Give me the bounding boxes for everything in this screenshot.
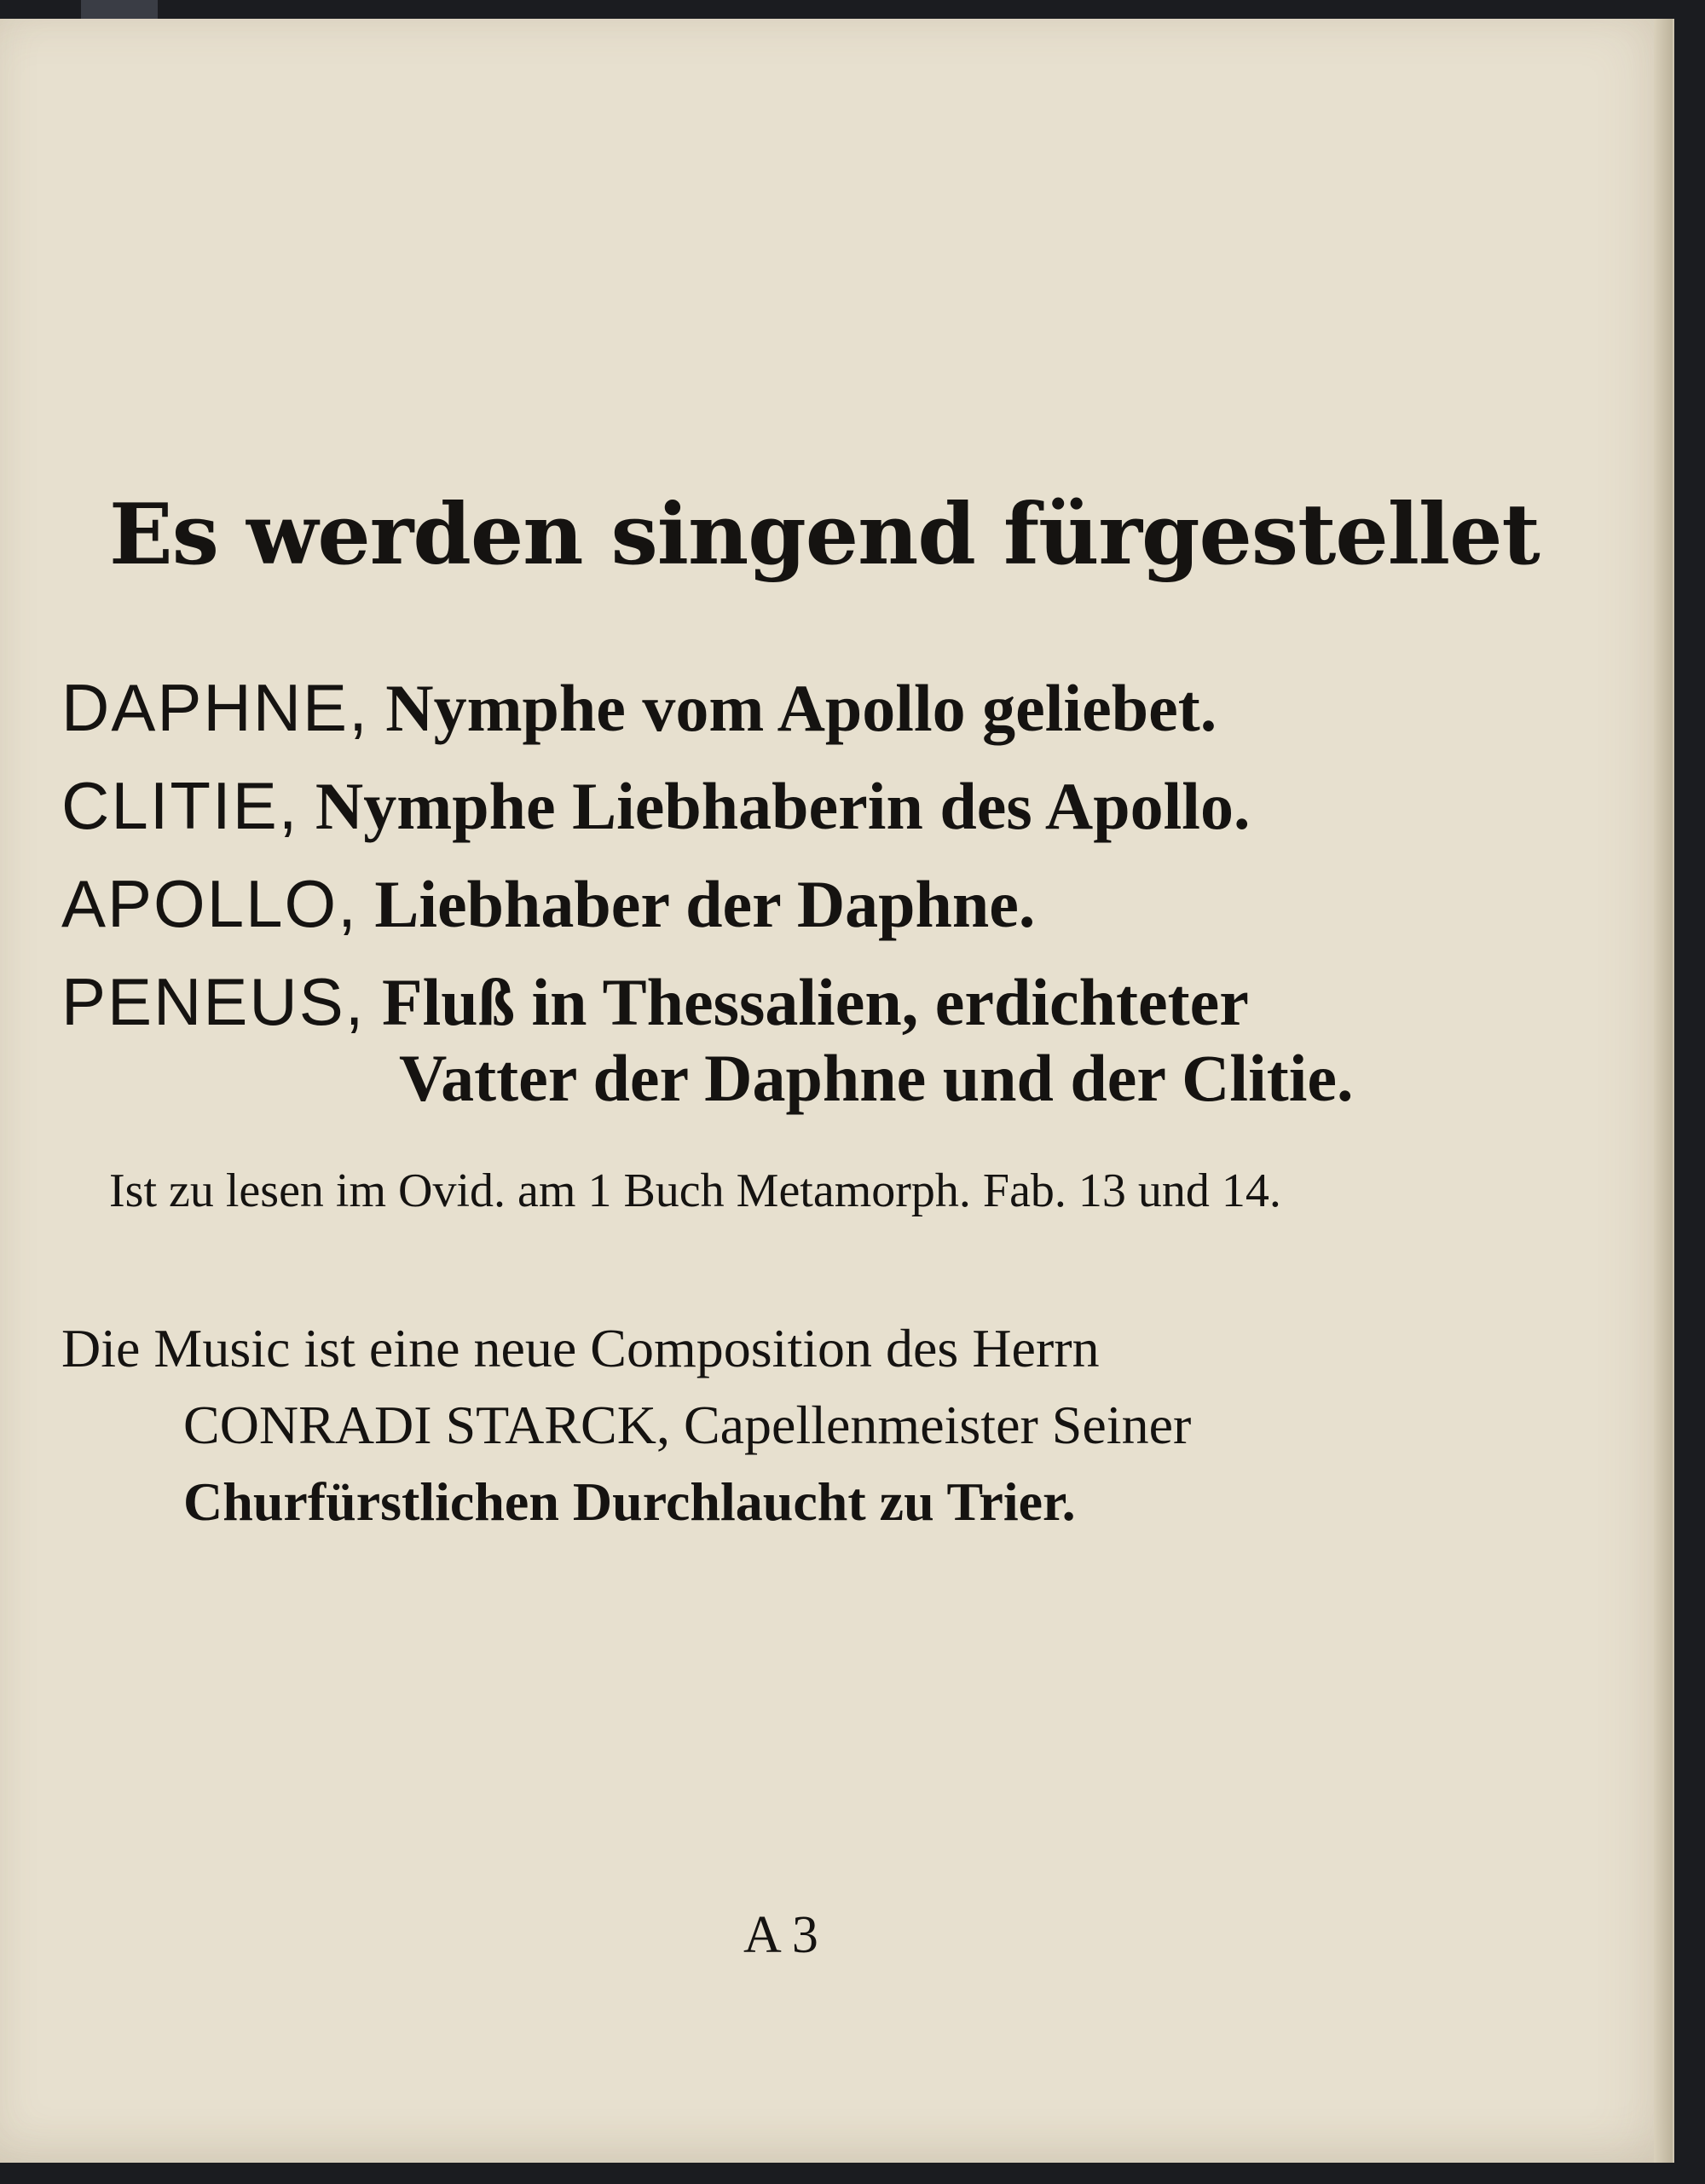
- role-line-peneus: [61, 963, 1249, 1041]
- signature-mark: A 3: [743, 1906, 818, 1964]
- role-description: Nymphe vom Apollo geliebet.: [385, 671, 1217, 745]
- role-name: PENEUS,: [61, 964, 366, 1039]
- role-name: CLITIE,: [61, 768, 299, 843]
- role-name: DAPHNE,: [61, 670, 369, 745]
- role-line-daphne: [61, 669, 1217, 747]
- music-credit-line-2: CONRADI STARCK, Capellenmeister Seiner: [183, 1395, 1192, 1455]
- role-description: Nymphe Liebhaberin des Apollo.: [315, 769, 1251, 843]
- role-description: Liebhaber der Daphne.: [374, 867, 1036, 941]
- role-description: Fluß in Thessalien, erdichteter: [381, 965, 1249, 1039]
- role-name: APOLLO,: [61, 866, 358, 941]
- music-credit-line-1: Die Music ist eine neue Composition des Herrn: [61, 1318, 1100, 1378]
- source-reference: Ist zu lesen im Ovid. am 1 Buch Metamorph. Fab. 13 und 14.: [109, 1164, 1281, 1217]
- page-edge: [1654, 19, 1673, 2163]
- music-credit-line-3: Churfürstlichen Durchlaucht zu Trier.: [183, 1471, 1076, 1532]
- role-line-clitie: [61, 767, 1250, 845]
- role-line-peneus-continuation: Vatter der Daphne und der Clitie.: [399, 1041, 1354, 1115]
- page-heading: Es werden singend fürgestellet: [109, 486, 1540, 584]
- role-line-apollo: [61, 865, 1035, 943]
